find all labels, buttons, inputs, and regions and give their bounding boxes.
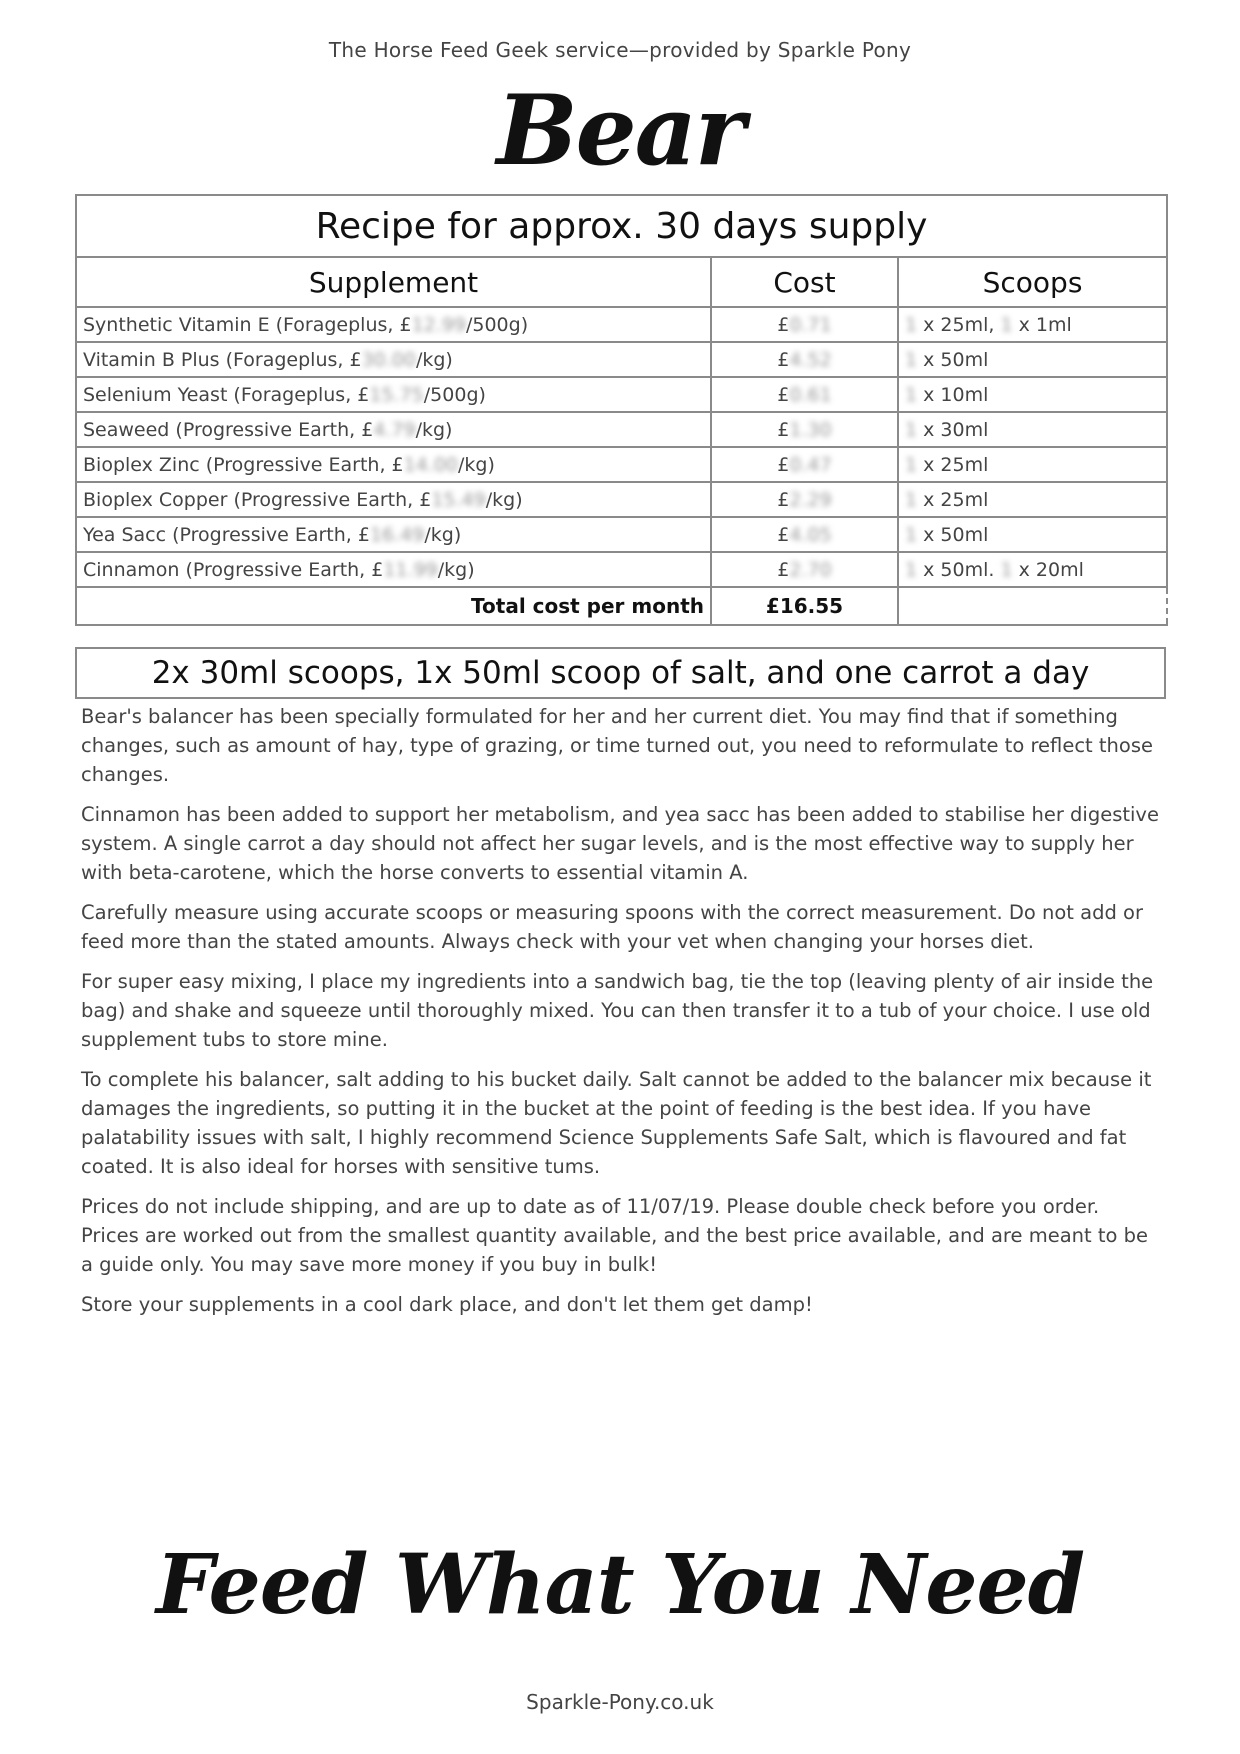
scoop-size: x 25ml, xyxy=(923,313,995,336)
cost-currency: £ xyxy=(777,488,790,511)
cost-cell xyxy=(711,517,898,552)
total-value: £16.55 xyxy=(711,587,898,625)
scoop-size: x 1ml xyxy=(1018,313,1072,336)
supplement-cell xyxy=(76,517,711,552)
table-row xyxy=(76,517,1167,552)
cost-cell xyxy=(711,307,898,342)
supplement-cell xyxy=(76,377,711,412)
scoops-cell xyxy=(898,447,1167,482)
cost-currency: £ xyxy=(777,348,790,371)
paragraph-formulation: Bear's balancer has been specially formulated for her and her current diet. You may find that if something changes, such as amount of hay, type of grazing, or time turned out, you need to reformulate to reflect those changes. xyxy=(81,705,1153,786)
supplement-name: Cinnamon (Progressive Earth, £ xyxy=(83,558,384,581)
supplement-name: Yea Sacc (Progressive Earth, £ xyxy=(83,523,370,546)
supplement-unit: /kg) xyxy=(415,348,453,371)
redacted-scoop-count: 1 xyxy=(905,313,918,336)
recipe-table xyxy=(75,194,1168,626)
scoop-size: x 50ml. xyxy=(923,558,995,581)
scoops-cell xyxy=(898,377,1167,412)
redacted-scoop-count: 1 xyxy=(905,488,918,511)
cost-currency: £ xyxy=(777,523,790,546)
table-row xyxy=(76,447,1167,482)
redacted-price: 15.49 xyxy=(431,488,486,511)
instructions-text xyxy=(81,702,1161,1330)
cost-cell xyxy=(711,377,898,412)
redacted-cost: 0.47 xyxy=(789,453,832,476)
redacted-scoop-count: 1 xyxy=(905,453,918,476)
redacted-price: 15.75 xyxy=(369,383,424,406)
cost-currency: £ xyxy=(777,418,790,441)
footer-website: Sparkle-Pony.co.uk xyxy=(526,1690,714,1714)
cost-cell xyxy=(711,447,898,482)
paragraph-storage: Store your supplements in a cool dark place, and don't let them get damp! xyxy=(81,1293,813,1316)
redacted-cost: 4.52 xyxy=(789,348,832,371)
supplement-cell xyxy=(76,447,711,482)
cost-currency: £ xyxy=(777,383,790,406)
redacted-cost: 1.30 xyxy=(789,418,832,441)
redacted-cost: 0.61 xyxy=(789,383,832,406)
supplement-unit: /kg) xyxy=(424,523,462,546)
redacted-price: 30.00 xyxy=(361,348,416,371)
total-empty-cell xyxy=(898,587,1167,625)
paragraph-salt: To complete his balancer, salt adding to his bucket daily. Salt cannot be added to the balancer mix because it damages the ingredients, so putting it in the bucket at the point of feeding is the best idea. If you have palatability issues with salt, I highly recommend Science Supplements Safe Salt, which is flavoured and fat coated. It is also ideal for horses with sensitive tums. xyxy=(81,1068,1152,1178)
cost-cell xyxy=(711,412,898,447)
redacted-price: 14.00 xyxy=(403,453,459,476)
redacted-price: 4.79 xyxy=(373,418,416,441)
redacted-scoop-count: 1 xyxy=(1000,313,1013,336)
redacted-cost: 0.71 xyxy=(789,313,832,336)
redacted-price: 11.99 xyxy=(383,558,438,581)
paragraph-measuring: Carefully measure using accurate scoops or measuring spoons with the correct measurement. Do not add or feed more than the stated amounts. Always check with your vet when changing your horses diet. xyxy=(81,901,1144,953)
supplement-cell xyxy=(76,412,711,447)
column-header-supplement: Supplement xyxy=(76,257,711,307)
redacted-scoop-count: 1 xyxy=(905,418,918,441)
cost-currency: £ xyxy=(777,313,790,336)
cost-currency: £ xyxy=(777,558,790,581)
table-row xyxy=(76,482,1167,517)
redacted-cost: 2.29 xyxy=(789,488,832,511)
scoops-cell xyxy=(898,517,1167,552)
table-row xyxy=(76,552,1167,587)
table-row xyxy=(76,412,1167,447)
redacted-scoop-count: 1 xyxy=(905,348,918,371)
redacted-price: 12.99 xyxy=(411,313,466,336)
cost-currency: £ xyxy=(777,453,790,476)
cost-cell xyxy=(711,342,898,377)
supplement-unit: /500g) xyxy=(465,313,529,336)
scoops-cell xyxy=(898,482,1167,517)
column-header-scoops: Scoops xyxy=(898,257,1167,307)
column-header-cost: Cost xyxy=(711,257,898,307)
scoops-cell xyxy=(898,342,1167,377)
service-line: The Horse Feed Geek service—provided by Sparkle Pony xyxy=(328,38,912,62)
scoops-cell xyxy=(898,552,1167,587)
table-row xyxy=(76,307,1167,342)
scoop-size: x 25ml xyxy=(923,488,989,511)
scoop-size: x 50ml xyxy=(923,523,989,546)
supplement-unit: /kg) xyxy=(485,488,523,511)
scoops-cell xyxy=(898,412,1167,447)
recipe-table-title: Recipe for approx. 30 days supply xyxy=(76,195,1167,257)
supplement-cell xyxy=(76,307,711,342)
supplement-cell xyxy=(76,552,711,587)
horse-name-title: Bear xyxy=(496,74,744,187)
redacted-cost: 4.05 xyxy=(789,523,832,546)
scoops-cell xyxy=(898,307,1167,342)
redacted-scoop-count: 1 xyxy=(905,383,918,406)
redacted-cost: 2.70 xyxy=(789,558,832,581)
supplement-unit: /500g) xyxy=(423,383,486,406)
supplement-name: Vitamin B Plus (Forageplus, £ xyxy=(83,348,362,371)
supplement-unit: /kg) xyxy=(458,453,495,476)
supplement-name: Seaweed (Progressive Earth, £ xyxy=(83,418,374,441)
redacted-scoop-count: 1 xyxy=(1000,558,1013,581)
supplement-cell xyxy=(76,342,711,377)
daily-feeding-summary: 2x 30ml scoops, 1x 50ml scoop of salt, and one carrot a day xyxy=(75,647,1166,699)
supplement-cell xyxy=(76,482,711,517)
scoop-size: x 50ml xyxy=(923,348,989,371)
total-label: Total cost per month xyxy=(76,587,711,625)
footer-slogan: Feed What You Need xyxy=(155,1537,1085,1633)
redacted-scoop-count: 1 xyxy=(905,523,918,546)
cost-cell xyxy=(711,552,898,587)
redacted-scoop-count: 1 xyxy=(905,558,918,581)
scoop-size: x 20ml xyxy=(1018,558,1084,581)
cost-cell xyxy=(711,482,898,517)
scoop-size: x 10ml xyxy=(923,383,989,406)
supplement-unit: /kg) xyxy=(437,558,475,581)
supplement-name: Bioplex Copper (Progressive Earth, £ xyxy=(83,488,432,511)
supplement-name: Synthetic Vitamin E (Forageplus, £ xyxy=(83,313,412,336)
paragraph-cinnamon: Cinnamon has been added to support her metabolism, and yea sacc has been added to stabilise her digestive system. A single carrot a day should not affect her sugar levels, and is the most effective way to supply her with beta-carotene, which the horse converts to essential vitamin A. xyxy=(81,803,1159,884)
scoop-size: x 30ml xyxy=(923,418,989,441)
scoop-size: x 25ml xyxy=(923,453,989,476)
paragraph-prices: Prices do not include shipping, and are up to date as of 11/07/19. Please double check before you order. Prices are worked out from the smallest quantity available, and the best price available, and are meant to be a guide only. You may save more money if you buy in bulk! xyxy=(81,1195,1149,1276)
supplement-name: Selenium Yeast (Forageplus, £ xyxy=(83,383,370,406)
supplement-unit: /kg) xyxy=(415,418,453,441)
table-row xyxy=(76,342,1167,377)
table-row xyxy=(76,377,1167,412)
supplement-name: Bioplex Zinc (Progressive Earth, £ xyxy=(83,453,404,476)
redacted-price: 16.49 xyxy=(369,523,425,546)
recipe-table-body xyxy=(76,307,1167,587)
paragraph-mixing: For super easy mixing, I place my ingredients into a sandwich bag, tie the top (leaving plenty of air inside the bag) and shake and squeeze until thoroughly mixed. You can then transfer it to a tub of your choice. I use old supplement tubs to store mine. xyxy=(81,970,1154,1051)
total-row xyxy=(76,587,1167,625)
